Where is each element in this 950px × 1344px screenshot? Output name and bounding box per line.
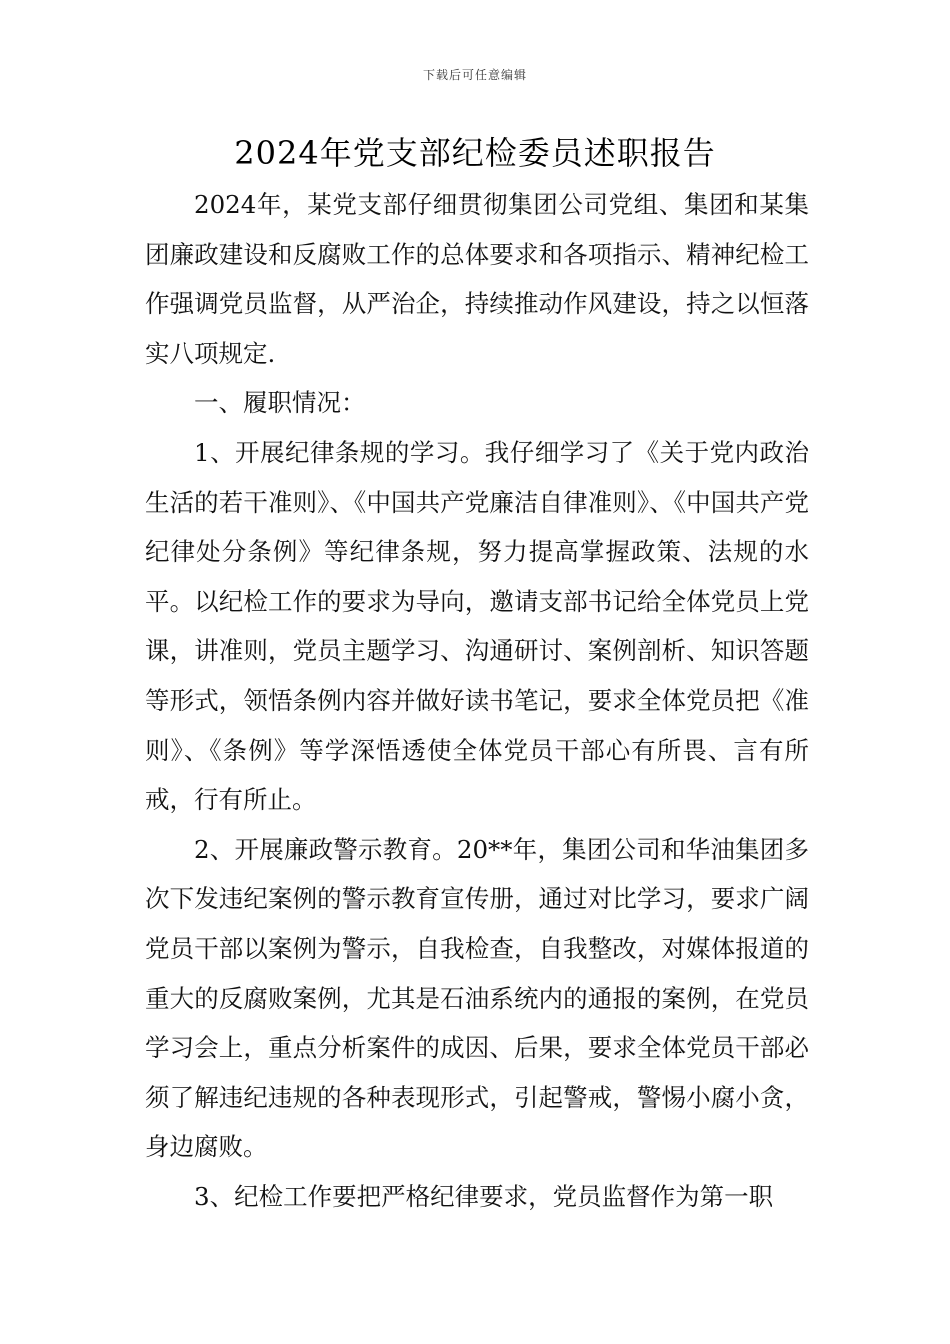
paragraph-item-1: 1、开展纪律条规的学习。我仔细学习了《关于党内政治生活的若干准则》、《中国共产党廉洁自律准则》、《中国共产党纪律处分条例》等纪律条规，努力提高掌握政策、法规的水平。以纪检工作的要求为导向，邀请支部书记给全体党员上党课，讲准则，党员主题学习、沟通研讨、案例剖析、知识答题等形式，领悟条例内容并做好读书笔记，要求全体党员把《准则》、《条例》等学深悟透使全体党员干部心有所畏、言有所戒，行有所止。	[145, 437, 809, 815]
section-heading-duties: 一、履职情况：	[194, 388, 366, 418]
paragraph-item-2: 2、开展廉政警示教育。20**年，集团公司和华油集团多次下发违纪案例的警示教育宣传册，通过对比学习，要求广阔党员干部以案例为警示，自我检查，自我整改，对媒体报道的重大的反腐败案例，尤其是石油系统内的通报的案例，在党员学习会上，重点分析案件的成因、后果，要求全体党员干部必须了解违纪违规的各种表现形式，引起警戒，警惕小腐小贪，身边腐败。	[145, 834, 809, 1162]
document-body	[145, 180, 809, 1221]
header-note: 下载后可任意编辑	[422, 68, 527, 82]
paragraph-intro: 2024年，某党支部仔细贯彻集团公司党组、集团和某集团廉政建设和反腐败工作的总体要求和各项指示、精神纪检工作强调党员监督，从严治企，持续推动作风建设，持之以恒落实八项规定.	[145, 190, 809, 368]
document-title: 2024年党支部纪检委员述职报告	[234, 134, 716, 172]
paragraph-item-3: 3、纪检工作要把严格纪律要求，党员监督作为第一职	[194, 1181, 774, 1211]
